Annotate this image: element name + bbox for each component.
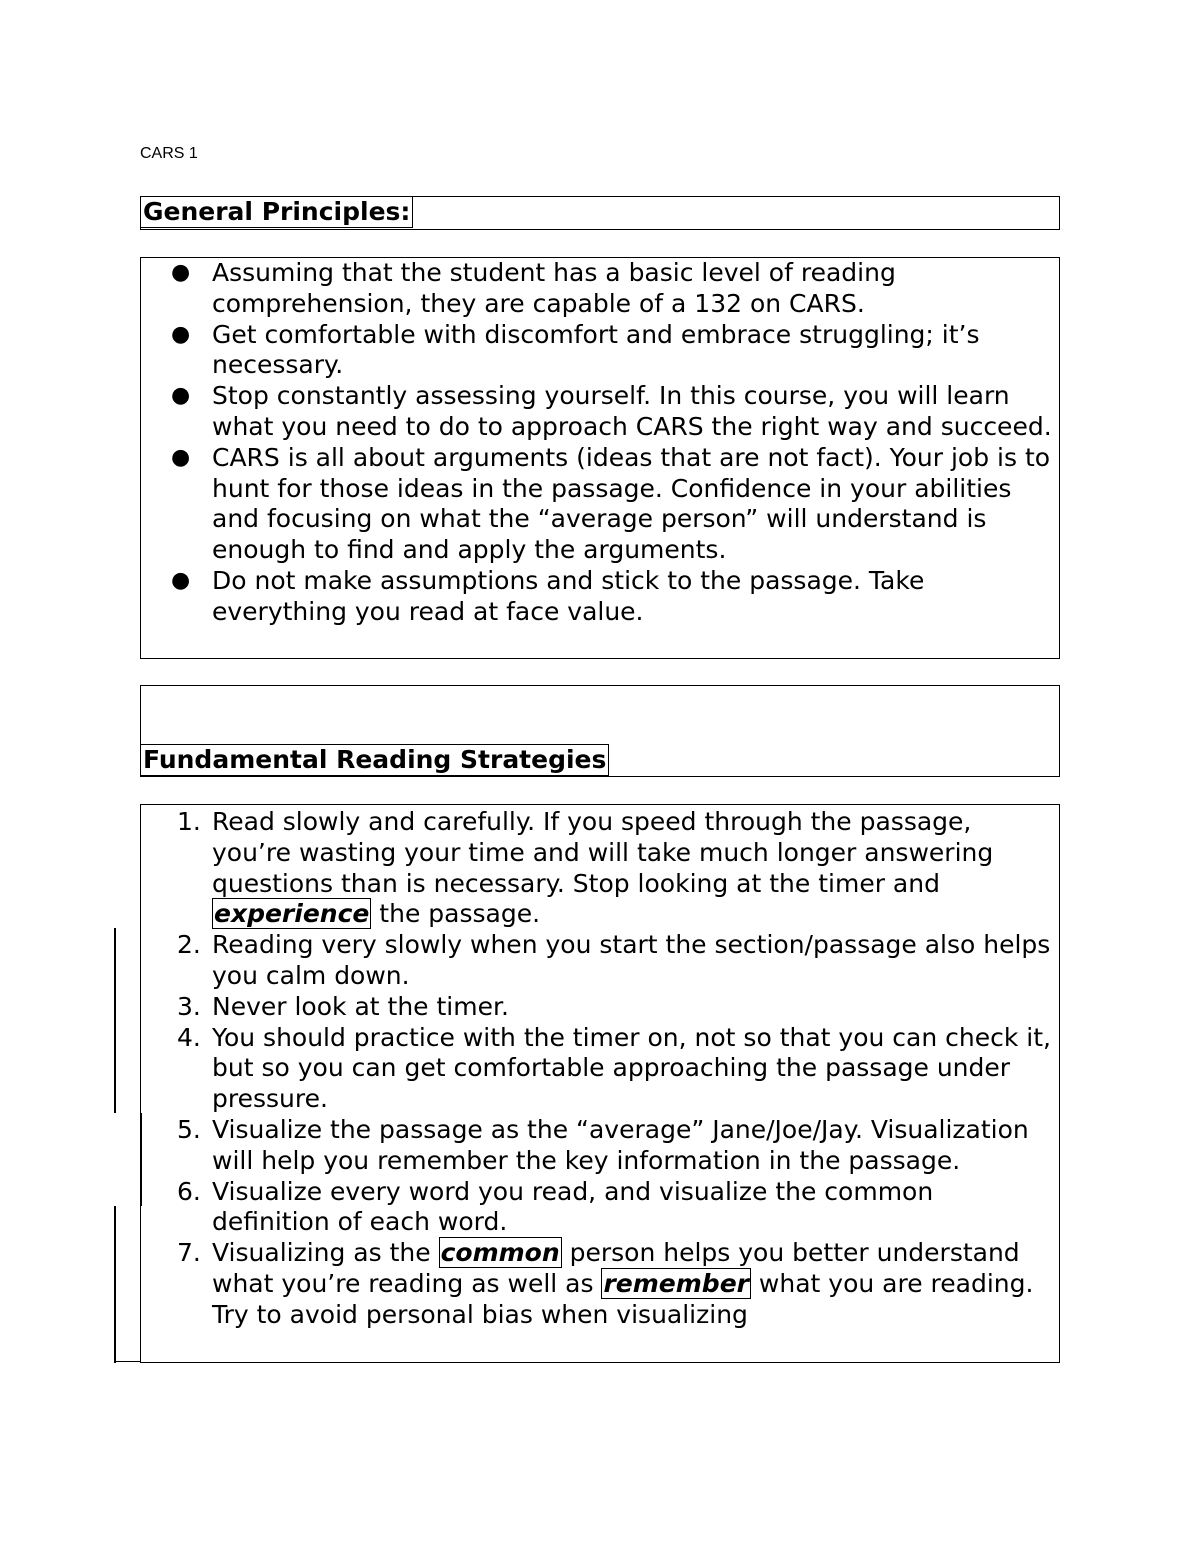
list-item: ● Assuming that the student has a basic level of reading comprehension, they are capable of a 132 on CARS.: [171, 258, 896, 318]
list-item: 1. Read slowly and carefully. If you speed through the passage, you’re wasting your time and will take much longer answering questions than is necessary. Stop looking at the timer and experience the passage.: [177, 807, 994, 929]
bullet-icon: ●: [171, 383, 191, 409]
general-principles-box: [140, 257, 1060, 659]
reading-strategies-title-box: [140, 685, 1060, 777]
general-principles-list: [141, 258, 1059, 628]
bullet-icon: ●: [171, 567, 191, 593]
page-header: CARS 1: [140, 145, 198, 162]
list-item: 4. You should practice with the timer on, not so that you can check it, but so you can get comfortable approaching the passage under pressure.: [177, 1022, 1051, 1114]
list-item: ● Do not make assumptions and stick to the passage. Take everything you read at face value.: [171, 565, 925, 626]
margin-rule: [140, 1113, 142, 1206]
reading-strategies-box: [140, 804, 1060, 1363]
emphasized-word: experience: [214, 899, 370, 929]
list-item: 3. Never look at the timer.: [177, 991, 509, 1021]
list-item: 7. Visualizing as the common person helps you better understand what you’re reading as well as remember what you are reading. Try to avoid personal bias when visualizing: [177, 1238, 1034, 1329]
bullet-icon: ●: [171, 321, 191, 347]
list-item: 2. Reading very slowly when you start the section/passage also helps you calm down.: [177, 930, 1051, 990]
margin-rule: [114, 928, 116, 1113]
list-item: ● Get comfortable with discomfort and embrace struggling; it’s necessary.: [171, 319, 980, 380]
general-principles-title-box: [140, 196, 1060, 230]
list-item: 6. Visualize every word you read, and visualize the common definition of each word.: [177, 1176, 934, 1237]
list-item: ● Stop constantly assessing yourself. In this course, you will learn what you need to do to approach CARS the right way and succeed.: [171, 381, 1052, 441]
list-item: 5. Visualize the passage as the “average” Jane/Joe/Jay. Visualization will help you remember the key information in the passage.: [177, 1114, 1029, 1175]
margin-rule: [114, 1361, 141, 1362]
list-item: ● CARS is all about arguments (ideas that are not fact). Your job is to hunt for those ideas in the passage. Confidence in your abilities and focusing on what the “average person” will understand is enough to find and apply the arguments.: [171, 442, 1051, 565]
reading-strategies-title: Fundamental Reading Strategies: [141, 744, 609, 776]
emphasized-word: remember: [603, 1268, 749, 1298]
emphasized-word: common: [440, 1238, 560, 1268]
bullet-icon: ●: [171, 260, 191, 285]
general-principles-title: General Principles:: [141, 197, 413, 228]
bullet-icon: ●: [171, 444, 191, 470]
margin-rule: [114, 1206, 116, 1363]
reading-strategies-list: [141, 805, 1059, 1331]
